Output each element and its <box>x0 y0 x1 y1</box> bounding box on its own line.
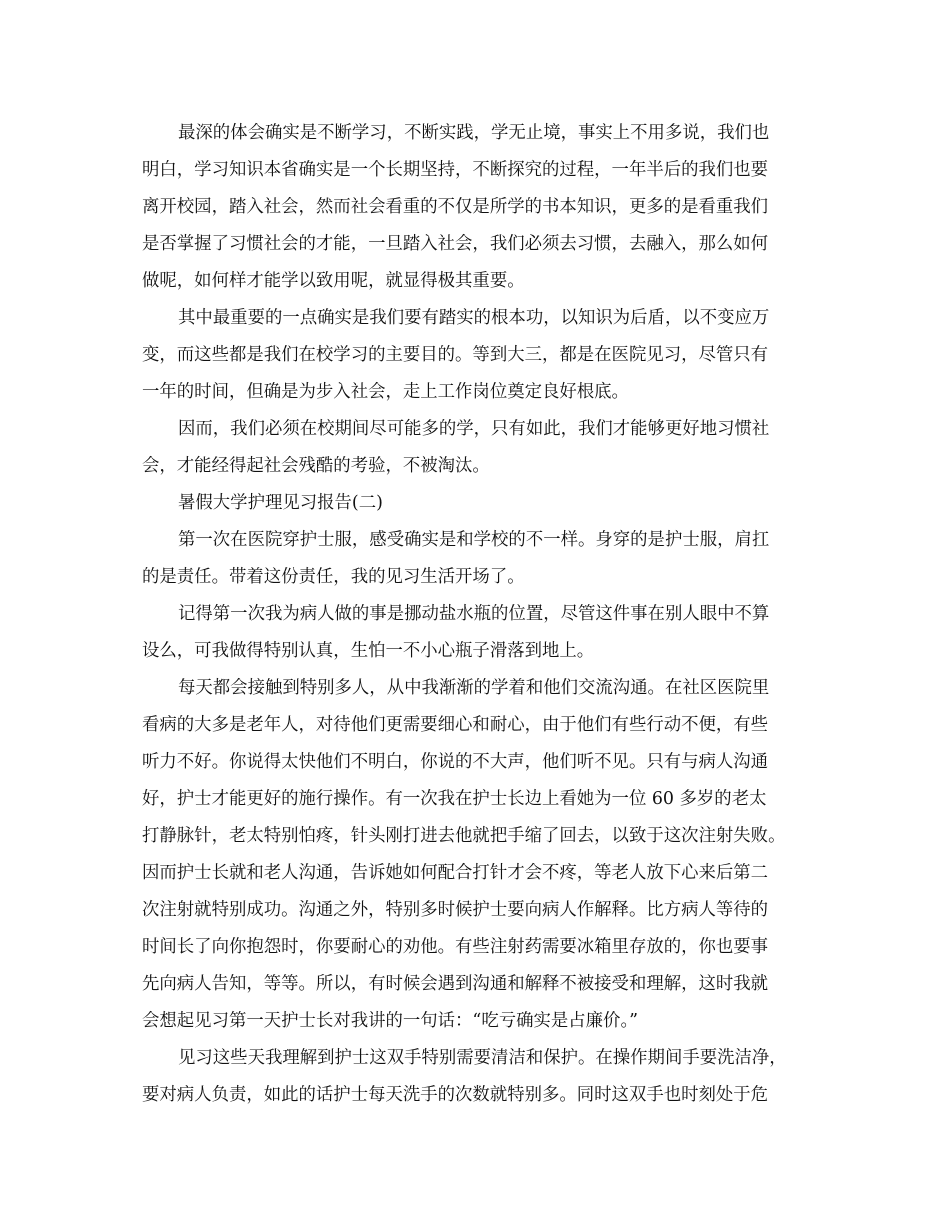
paragraph-line: 次注射就特别成功。沟通之外，特别多时候护士要向病人作解释。比方病人等待的 <box>142 900 769 920</box>
paragraph-line: 设么，可我做得特别认真，生怕一不小心瓶子滑落到地上。 <box>142 641 595 661</box>
paragraph-line: 打静脉针，老太特别怕疼，针头刚打进去他就把手缩了回去，以致于这次注射失败。 <box>142 826 786 846</box>
paragraph-line: 第一次在医院穿护士服，感受确实是和学校的不一样。身穿的是护士服，肩扛 <box>178 530 770 550</box>
paragraph-line: 会，才能经得起社会残酷的考验，不被淘汰。 <box>142 456 490 476</box>
paragraph-line: 离开校园，踏入社会，然而社会看重的不仅是所学的书本知识，更多的是看重我们 <box>142 197 769 217</box>
paragraph-line: 因而，我们必须在校期间尽可能多的学，只有如此，我们才能够更好地习惯社 <box>178 419 770 439</box>
paragraph-line: 会想起见习第一天护士长对我讲的一句话：“吃亏确实是占廉价。” <box>142 1011 639 1031</box>
paragraph-line: 时间长了向你抱怨时，你要耐心的劝他。有些注射药需要冰箱里存放的，你也要事 <box>142 937 769 957</box>
paragraph-line: 看病的大多是老年人，对待他们更需要细心和耐心，由于他们有些行动不便，有些 <box>142 715 769 735</box>
paragraph-line: 变，而这些都是我们在校学习的主要目的。等到大三，都是在医院见习，尽管只有 <box>142 345 769 365</box>
paragraph-line: 每天都会接触到特别多人，从中我渐渐的学着和他们交流沟通。在社区医院里 <box>178 678 770 698</box>
paragraph-line: 一年的时间，但确是为步入社会，走上工作岗位奠定良好根底。 <box>142 382 629 402</box>
paragraph-line: 最深的体会确实是不断学习，不断实践，学无止境，事实上不用多说，我们也 <box>178 123 770 143</box>
paragraph-line: 因而护士长就和老人沟通，告诉她如何配合打针才会不疼，等老人放下心来后第二 <box>142 863 769 883</box>
paragraph-line: 做呢，如何样才能学以致用呢，就显得极其重要。 <box>142 271 525 291</box>
paragraph-line: 先向病人告知，等等。所以，有时候会遇到沟通和解释不被接受和理解，这时我就 <box>142 974 769 994</box>
paragraph-line: 听力不好。你说得太快他们不明白，你说的不大声，他们听不见。只有与病人沟通 <box>142 752 769 772</box>
paragraph-line: 见习这些天我理解到护士这双手特别需要清洁和保护。在操作期间手要洗洁净， <box>178 1048 787 1068</box>
paragraph-line: 明白，学习知识本省确实是一个长期坚持，不断探究的过程，一年半后的我们也要 <box>142 160 769 180</box>
paragraph-line: 好，护士才能更好的施行操作。有一次我在护士长边上看她为一位 60 多岁的老太 <box>142 789 767 809</box>
paragraph-line: 是否掌握了习惯社会的才能，一旦踏入社会，我们必须去习惯，去融入，那么如何 <box>142 234 769 254</box>
section-heading: 暑假大学护理见习报告(二) <box>178 493 383 513</box>
paragraph-line: 的是责任。带着这份责任，我的见习生活开场了。 <box>142 567 525 587</box>
paragraph-line: 要对病人负责，如此的话护士每天洗手的次数就特别多。同时这双手也时刻处于危 <box>142 1085 769 1105</box>
paragraph-line: 记得第一次我为病人做的事是挪动盐水瓶的位置，尽管这件事在别人眼中不算 <box>178 604 770 624</box>
paragraph-line: 其中最重要的一点确实是我们要有踏实的根本功，以知识为后盾，以不变应万 <box>178 308 770 328</box>
